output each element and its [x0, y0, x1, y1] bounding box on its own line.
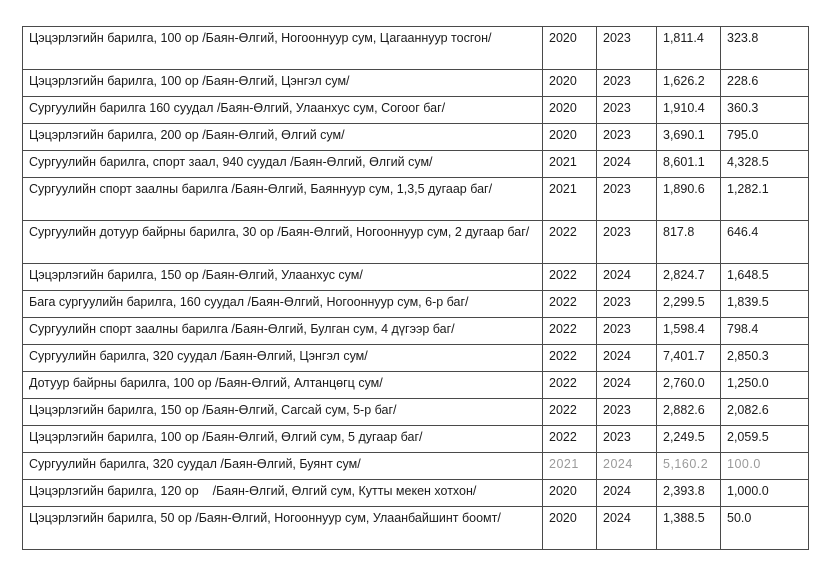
total-cost-cell: 2,882.6	[657, 399, 721, 426]
total-cost-cell: 2,824.7	[657, 264, 721, 291]
funding-cell: 2,850.3	[721, 345, 809, 372]
projects-table-body	[23, 27, 809, 550]
total-cost-cell: 1,910.4	[657, 97, 721, 124]
total-cost-cell: 1,598.4	[657, 318, 721, 345]
funding-cell: 1,282.1	[721, 178, 809, 221]
end-year-cell: 2024	[597, 453, 657, 480]
project-name-cell: Сургуулийн спорт заалны барилга /Баян-Өлгий, Булган сум, 4 дүгээр баг/	[23, 318, 543, 345]
end-year-cell: 2023	[597, 178, 657, 221]
funding-cell: 795.0	[721, 124, 809, 151]
table-row	[23, 70, 809, 97]
total-cost-cell: 817.8	[657, 221, 721, 264]
total-cost-cell: 1,388.5	[657, 507, 721, 550]
funding-cell: 798.4	[721, 318, 809, 345]
start-year-cell: 2021	[543, 151, 597, 178]
end-year-cell: 2023	[597, 70, 657, 97]
end-year-cell: 2023	[597, 426, 657, 453]
table-row	[23, 291, 809, 318]
project-name-cell: Бага сургуулийн барилга, 160 суудал /Баян-Өлгий, Ногооннуур сум, 6-р баг/	[23, 291, 543, 318]
end-year-cell: 2023	[597, 97, 657, 124]
total-cost-cell: 1,626.2	[657, 70, 721, 97]
total-cost-cell: 1,890.6	[657, 178, 721, 221]
project-name-cell: Цэцэрлэгийн барилга, 100 ор /Баян-Өлгий, Цэнгэл сум/	[23, 70, 543, 97]
table-row	[23, 27, 809, 70]
end-year-cell: 2023	[597, 291, 657, 318]
project-name-cell: Сургуулийн дотуур байрны барилга, 30 ор /Баян-Өлгий, Ногооннуур сум, 2 дугаар баг/	[23, 221, 543, 264]
funding-cell: 100.0	[721, 453, 809, 480]
project-name-cell: Цэцэрлэгийн барилга, 120 ор /Баян-Өлгий, Өлгий сум, Кутты мекен хотхон/	[23, 480, 543, 507]
start-year-cell: 2022	[543, 399, 597, 426]
end-year-cell: 2024	[597, 372, 657, 399]
start-year-cell: 2022	[543, 264, 597, 291]
project-name-cell: Цэцэрлэгийн барилга, 200 ор /Баян-Өлгий, Өлгий сум/	[23, 124, 543, 151]
total-cost-cell: 3,690.1	[657, 124, 721, 151]
end-year-cell: 2023	[597, 399, 657, 426]
project-name-cell: Цэцэрлэгийн барилга, 100 ор /Баян-Өлгий, Ногооннуур сум, Цагааннуур тосгон/	[23, 27, 543, 70]
funding-cell: 1,000.0	[721, 480, 809, 507]
end-year-cell: 2024	[597, 264, 657, 291]
table-row	[23, 507, 809, 550]
total-cost-cell: 1,811.4	[657, 27, 721, 70]
table-row	[23, 318, 809, 345]
funding-cell: 1,648.5	[721, 264, 809, 291]
start-year-cell: 2022	[543, 372, 597, 399]
table-row	[23, 221, 809, 264]
project-name-cell: Цэцэрлэгийн барилга, 150 ор /Баян-Өлгий, Улаанхус сум/	[23, 264, 543, 291]
table-row	[23, 453, 809, 480]
start-year-cell: 2022	[543, 291, 597, 318]
table-row	[23, 178, 809, 221]
project-name-cell: Сургуулийн барилга, спорт заал, 940 суудал /Баян-Өлгий, Өлгий сум/	[23, 151, 543, 178]
project-name-cell: Сургуулийн барилга 160 суудал /Баян-Өлгий, Улаанхус сум, Согоог баг/	[23, 97, 543, 124]
total-cost-cell: 5,160.2	[657, 453, 721, 480]
start-year-cell: 2021	[543, 178, 597, 221]
end-year-cell: 2023	[597, 124, 657, 151]
funding-cell: 4,328.5	[721, 151, 809, 178]
start-year-cell: 2020	[543, 507, 597, 550]
start-year-cell: 2022	[543, 221, 597, 264]
end-year-cell: 2023	[597, 318, 657, 345]
table-row	[23, 97, 809, 124]
table-row	[23, 372, 809, 399]
start-year-cell: 2021	[543, 453, 597, 480]
funding-cell: 360.3	[721, 97, 809, 124]
table-row	[23, 151, 809, 178]
table-row	[23, 264, 809, 291]
funding-cell: 2,082.6	[721, 399, 809, 426]
projects-sheet	[22, 26, 808, 550]
start-year-cell: 2020	[543, 480, 597, 507]
funding-cell: 1,839.5	[721, 291, 809, 318]
start-year-cell: 2020	[543, 70, 597, 97]
total-cost-cell: 8,601.1	[657, 151, 721, 178]
project-name-cell: Цэцэрлэгийн барилга, 50 ор /Баян-Өлгий, Ногооннуур сум, Улаанбайшинт боомт/	[23, 507, 543, 550]
total-cost-cell: 7,401.7	[657, 345, 721, 372]
funding-cell: 1,250.0	[721, 372, 809, 399]
end-year-cell: 2023	[597, 27, 657, 70]
total-cost-cell: 2,393.8	[657, 480, 721, 507]
table-row	[23, 426, 809, 453]
total-cost-cell: 2,760.0	[657, 372, 721, 399]
start-year-cell: 2022	[543, 426, 597, 453]
funding-cell: 228.6	[721, 70, 809, 97]
table-row	[23, 345, 809, 372]
end-year-cell: 2024	[597, 151, 657, 178]
start-year-cell: 2020	[543, 27, 597, 70]
project-name-cell: Дотуур байрны барилга, 100 ор /Баян-Өлгий, Алтанцөгц сум/	[23, 372, 543, 399]
end-year-cell: 2024	[597, 480, 657, 507]
funding-cell: 50.0	[721, 507, 809, 550]
table-row	[23, 480, 809, 507]
funding-cell: 646.4	[721, 221, 809, 264]
table-row	[23, 399, 809, 426]
start-year-cell: 2022	[543, 318, 597, 345]
project-name-cell: Цэцэрлэгийн барилга, 150 ор /Баян-Өлгий, Сагсай сум, 5-р баг/	[23, 399, 543, 426]
start-year-cell: 2022	[543, 345, 597, 372]
total-cost-cell: 2,249.5	[657, 426, 721, 453]
start-year-cell: 2020	[543, 124, 597, 151]
end-year-cell: 2023	[597, 221, 657, 264]
start-year-cell: 2020	[543, 97, 597, 124]
funding-cell: 2,059.5	[721, 426, 809, 453]
project-name-cell: Сургуулийн барилга, 320 суудал /Баян-Өлгий, Цэнгэл сум/	[23, 345, 543, 372]
end-year-cell: 2024	[597, 345, 657, 372]
project-name-cell: Сургуулийн спорт заалны барилга /Баян-Өлгий, Баяннуур сум, 1,3,5 дугаар баг/	[23, 178, 543, 221]
funding-cell: 323.8	[721, 27, 809, 70]
project-name-cell: Цэцэрлэгийн барилга, 100 ор /Баян-Өлгий, Өлгий сум, 5 дугаар баг/	[23, 426, 543, 453]
project-name-cell: Сургуулийн барилга, 320 суудал /Баян-Өлгий, Буянт сум/	[23, 453, 543, 480]
projects-table	[22, 26, 809, 550]
end-year-cell: 2024	[597, 507, 657, 550]
table-row	[23, 124, 809, 151]
total-cost-cell: 2,299.5	[657, 291, 721, 318]
